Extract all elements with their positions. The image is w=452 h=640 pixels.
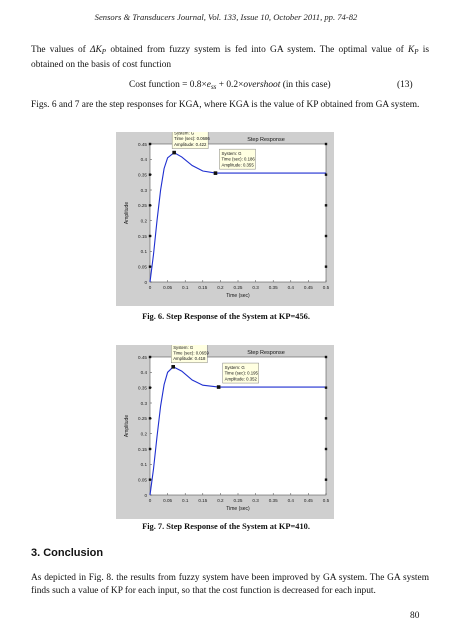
- frame-marker: [325, 417, 327, 419]
- step-response-plot-fig7: [116, 345, 334, 519]
- data-tip-1: [172, 132, 210, 149]
- y-tick-label: 0.2: [140, 431, 147, 437]
- y-tick-label: 0.05: [138, 264, 147, 270]
- frame-marker: [325, 265, 327, 267]
- data-tip-text: Amplitude: 0.422: [174, 141, 207, 147]
- frame-marker: [325, 386, 327, 388]
- x-tick-label: 0.3: [252, 285, 259, 290]
- chart-title: Step Response: [247, 137, 285, 143]
- y-tick-label: 0.15: [138, 446, 147, 452]
- x-tick-label: 0.35: [268, 498, 278, 503]
- y-tick-label: 0: [144, 492, 147, 498]
- data-tip-text: Time (sec): 0.0659: [173, 350, 209, 356]
- x-tick-label: 0.45: [303, 285, 313, 290]
- y-tick-label: 0.35: [138, 385, 147, 391]
- y-tick-label: 0.45: [138, 141, 147, 147]
- frame-marker: [325, 173, 327, 175]
- frame-marker: [149, 143, 151, 145]
- y-tick-label: 0.25: [138, 203, 147, 209]
- x-tick-label: 0.2: [217, 498, 224, 503]
- section-heading-conclusion: 3. Conclusion: [31, 547, 104, 559]
- frame-marker: [149, 386, 151, 388]
- frame-marker: [149, 173, 151, 175]
- x-tick-label: 0.5: [322, 285, 330, 290]
- x-tick-label: 0: [148, 498, 152, 503]
- figure-7-chart: [116, 345, 334, 519]
- data-tip-1: [171, 345, 209, 363]
- y-tick-label: 0.3: [140, 400, 147, 406]
- x-tick-label: 0: [148, 285, 152, 290]
- running-header: Sensors & Transducers Journal, Vol. 133, Issue 10, October 2011, pp. 74-82: [94, 12, 358, 22]
- data-tip-2: [219, 149, 255, 169]
- figure-7-caption: Fig. 7. Step Response of the System at KP=410.: [142, 522, 310, 531]
- figure-6-caption: Fig. 6. Step Response of the System at KP=456.: [142, 312, 310, 321]
- para1-mid: obtained from fuzzy system is fed into GA system. The optimal value of: [110, 45, 404, 55]
- y-tick-label: 0.3: [140, 187, 147, 193]
- step-response-plot-fig6: [116, 132, 334, 306]
- frame-marker: [325, 235, 327, 237]
- x-tick-label: 0.15: [198, 498, 208, 503]
- x-tick-label: 0.35: [268, 285, 278, 290]
- equation-number: (13): [397, 80, 413, 90]
- y-axis-label: Amplitude: [124, 201, 130, 225]
- y-tick-label: 0: [144, 279, 147, 285]
- y-tick-label: 0.25: [138, 416, 147, 422]
- x-tick-label: 0.45: [303, 498, 313, 503]
- data-cursor-point: [172, 151, 176, 155]
- data-tip-2: [223, 363, 259, 383]
- data-tip-text: System: G: [221, 151, 242, 157]
- x-tick-label: 0.4: [287, 498, 294, 503]
- data-cursor-point: [217, 385, 221, 389]
- frame-marker: [149, 356, 151, 358]
- figure-6-chart: [116, 132, 334, 306]
- frame-marker: [149, 204, 151, 206]
- x-axis-label: Time (sec): [226, 506, 250, 512]
- page-number: 80: [410, 611, 420, 621]
- frame-marker: [149, 417, 151, 419]
- x-tick-label: 0.1: [182, 498, 189, 503]
- x-tick-label: 0.25: [233, 285, 243, 290]
- data-cursor-point: [214, 171, 218, 175]
- frame-marker: [325, 204, 327, 206]
- x-tick-label: 0.4: [287, 285, 294, 290]
- x-tick-label: 0.3: [252, 498, 259, 503]
- y-tick-label: 0.15: [138, 233, 147, 239]
- para1-pre: The values of: [31, 45, 86, 55]
- data-tip-text: Time (sec): 0.195: [224, 370, 258, 376]
- paragraph-cost-intro: [31, 44, 429, 72]
- data-tip-text: System: G: [173, 345, 194, 350]
- frame-marker: [325, 356, 327, 358]
- frame-marker: [149, 478, 151, 480]
- para1-post: is obtained on the basis of cost function: [31, 45, 430, 70]
- frame-marker: [325, 143, 327, 145]
- x-axis-label: Time (sec): [226, 293, 250, 299]
- y-tick-label: 0.2: [140, 218, 147, 224]
- x-tick-label: 0.5: [322, 498, 330, 503]
- data-tip-text: Amplitude: 0.418: [173, 356, 206, 362]
- frame-marker: [149, 235, 151, 237]
- y-tick-label: 0.4: [140, 157, 147, 163]
- data-tip-text: Time (sec): 0.0686: [174, 136, 210, 142]
- x-tick-label: 0.05: [163, 285, 173, 290]
- x-tick-label: 0.25: [233, 498, 243, 503]
- frame-marker: [149, 265, 151, 267]
- frame-marker: [325, 478, 327, 480]
- data-tip-text: Amplitude: 0.355: [221, 162, 254, 168]
- chart-title: Step Response: [247, 350, 285, 356]
- paragraph-conclusion: As depicted in Fig. 8. the results from fuzzy system have been improved by GA system. The GA system finds such a value of KP for each input, so that the cost function is decreased for each input.: [31, 573, 429, 596]
- kp-symbol: $K_P$: [408, 45, 419, 56]
- frame-marker: [325, 448, 327, 450]
- y-tick-label: 0.45: [138, 354, 147, 360]
- x-tick-label: 0.2: [217, 285, 224, 290]
- x-tick-label: 0.15: [198, 285, 208, 290]
- data-cursor-point: [171, 365, 175, 369]
- y-tick-label: 0.1: [140, 249, 147, 255]
- delta-kp: $\Delta K_P$: [90, 45, 107, 56]
- frame-marker: [149, 448, 151, 450]
- x-tick-label: 0.05: [163, 498, 173, 503]
- data-tip-text: System: G: [174, 132, 195, 136]
- data-tip-text: Amplitude: 0.352: [224, 376, 257, 382]
- cost-equation: Cost function = $0.8\times e_{ss}$ + 0.2×overshoot (in this case): [129, 80, 331, 91]
- x-tick-label: 0.1: [182, 285, 189, 290]
- paragraph-figs-intro: Figs. 6 and 7 are the step responses for KGA, where KGA is the value of KP obtained from GA system.: [31, 100, 420, 110]
- y-tick-label: 0.05: [138, 477, 147, 483]
- y-tick-label: 0.1: [140, 462, 147, 468]
- data-tip-text: System: G: [224, 365, 245, 371]
- y-axis-label: Amplitude: [124, 414, 130, 438]
- data-tip-text: Time (sec): 0.186: [221, 156, 255, 162]
- y-tick-label: 0.4: [140, 370, 147, 376]
- y-tick-label: 0.35: [138, 172, 147, 178]
